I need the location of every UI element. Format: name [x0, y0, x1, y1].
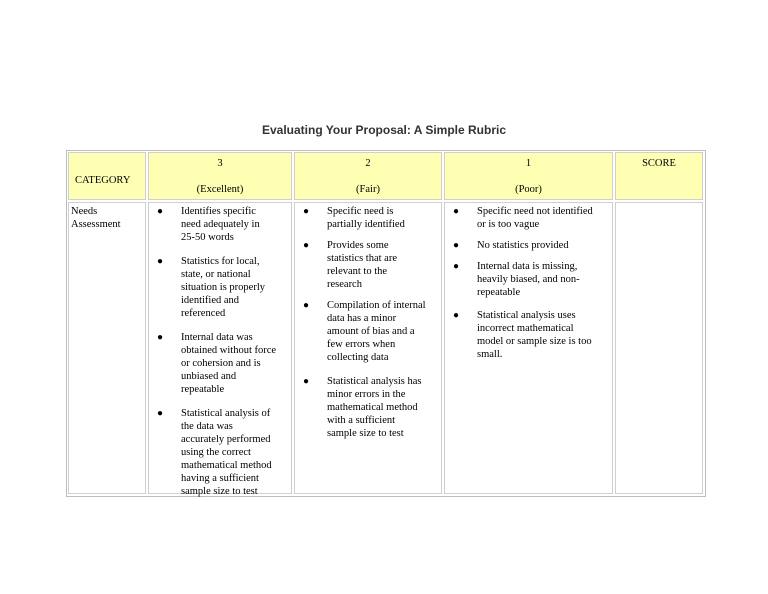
header-category-cell — [68, 152, 146, 200]
criterion-line: the data was — [181, 421, 233, 432]
bullet-icon: ● — [453, 261, 460, 272]
criterion-item — [155, 407, 291, 498]
criterion-item — [301, 299, 441, 364]
score-header: SCORE — [642, 158, 676, 169]
criterion-line: statistics that are — [327, 253, 397, 264]
criterion-item — [301, 375, 441, 440]
excellent-cell — [148, 202, 292, 497]
criterion-line: mathematical method — [181, 460, 272, 471]
bullet-icon: ● — [303, 376, 310, 387]
criterion-line: accurately performed — [181, 434, 271, 445]
criterion-line: relevant to the — [327, 266, 388, 277]
header-score-cell — [615, 152, 703, 200]
score-1-label: 1 — [525, 158, 532, 169]
rubric-table — [66, 150, 706, 497]
criterion-line: or cohersion and is — [181, 358, 261, 369]
criterion-line: obtained without force — [181, 345, 277, 356]
criterion-line: Statistical analysis has — [327, 376, 422, 387]
bullet-icon: ● — [157, 332, 164, 343]
bullet-icon: ● — [303, 206, 310, 217]
header-fair-cell — [294, 152, 442, 200]
category-cell — [68, 202, 146, 494]
score-cell[interactable] — [615, 202, 703, 494]
criterion-line: partially identified — [327, 219, 405, 230]
criterion-line: Statistical analysis of — [181, 408, 271, 419]
criterion-line: using the correct — [181, 447, 251, 458]
criterion-line: Provides some — [327, 240, 389, 251]
poor-cell — [444, 202, 613, 494]
criterion-line: sample size to test — [181, 486, 258, 497]
fair-label: (Fair) — [356, 184, 380, 195]
criterion-line: Compilation of internal — [327, 300, 426, 311]
criterion-line: data has a minor — [327, 313, 397, 324]
score-2-label: 2 — [365, 158, 371, 169]
criterion-item — [155, 205, 291, 244]
criterion-line: Specific need not identified — [477, 206, 593, 217]
criterion-item — [451, 239, 612, 252]
bullet-icon: ● — [453, 240, 460, 251]
criterion-line: sample size to test — [327, 428, 404, 439]
category-name — [71, 205, 121, 231]
criterion-line: collecting data — [327, 352, 389, 363]
category-line: Assessment — [71, 219, 121, 230]
bullet-icon: ● — [303, 300, 310, 311]
criterion-line: research — [327, 279, 362, 290]
criterion-line: need adequately in — [181, 219, 260, 230]
criterion-line: amount of bias and a — [327, 326, 415, 337]
category-line: Needs — [71, 206, 98, 217]
criterion-line: Statistical analysis uses — [477, 310, 576, 321]
fair-cell — [294, 202, 442, 494]
criterion-line: Identifies specific — [181, 206, 256, 217]
criterion-item — [451, 309, 612, 361]
criterion-line: minor errors in the — [327, 389, 406, 400]
criterion-line: heavily biased, and non- — [477, 274, 580, 285]
criterion-line: with a sufficient — [327, 415, 396, 426]
criterion-item — [155, 255, 291, 320]
criterion-line: No statistics provided — [477, 240, 569, 251]
fair-criteria-list — [301, 205, 441, 440]
criterion-line: identified and — [181, 295, 240, 306]
bullet-icon: ● — [157, 206, 164, 217]
criterion-line: Internal data is missing, — [477, 261, 578, 272]
criterion-line: model or sample size is too — [477, 336, 592, 347]
document-title: Evaluating Your Proposal: A Simple Rubric — [261, 123, 507, 137]
criterion-item — [451, 260, 612, 299]
bullet-icon: ● — [157, 256, 164, 267]
bullet-icon: ● — [157, 408, 164, 419]
poor-label: (Poor) — [515, 184, 542, 195]
criterion-item — [155, 331, 291, 396]
criterion-line: 25-50 words — [181, 232, 234, 243]
criterion-line: Statistics for local, — [181, 256, 260, 267]
criterion-line: incorrect mathematical — [477, 323, 574, 334]
criterion-line: repeatable — [477, 287, 521, 298]
criterion-line: or is too vague — [477, 219, 540, 230]
criterion-line: small. — [477, 349, 503, 360]
criterion-line: repeatable — [181, 384, 225, 395]
bullet-icon: ● — [303, 240, 310, 251]
excellent-label: (Excellent) — [196, 184, 244, 195]
poor-criteria-list — [451, 205, 612, 361]
criterion-item — [301, 205, 441, 231]
criterion-item — [451, 205, 612, 231]
criterion-line: referenced — [181, 308, 226, 319]
header-excellent-cell — [148, 152, 292, 200]
criterion-line: unbiased and — [181, 371, 237, 382]
excellent-criteria-list — [155, 205, 291, 498]
score-3-label: 3 — [217, 158, 223, 169]
criterion-line: state, or national — [181, 269, 251, 280]
criterion-line: Specific need is — [327, 206, 394, 217]
criterion-line: situation is properly — [181, 282, 265, 293]
bullet-icon: ● — [453, 310, 460, 321]
criterion-line: having a sufficient — [181, 473, 259, 484]
criterion-line: Internal data was — [181, 332, 253, 343]
bullet-icon: ● — [453, 206, 460, 217]
header-poor-cell — [444, 152, 613, 200]
criterion-item — [301, 239, 441, 291]
criterion-line: mathematical method — [327, 402, 418, 413]
criterion-line: few errors when — [327, 339, 396, 350]
category-header: CATEGORY — [75, 175, 131, 186]
